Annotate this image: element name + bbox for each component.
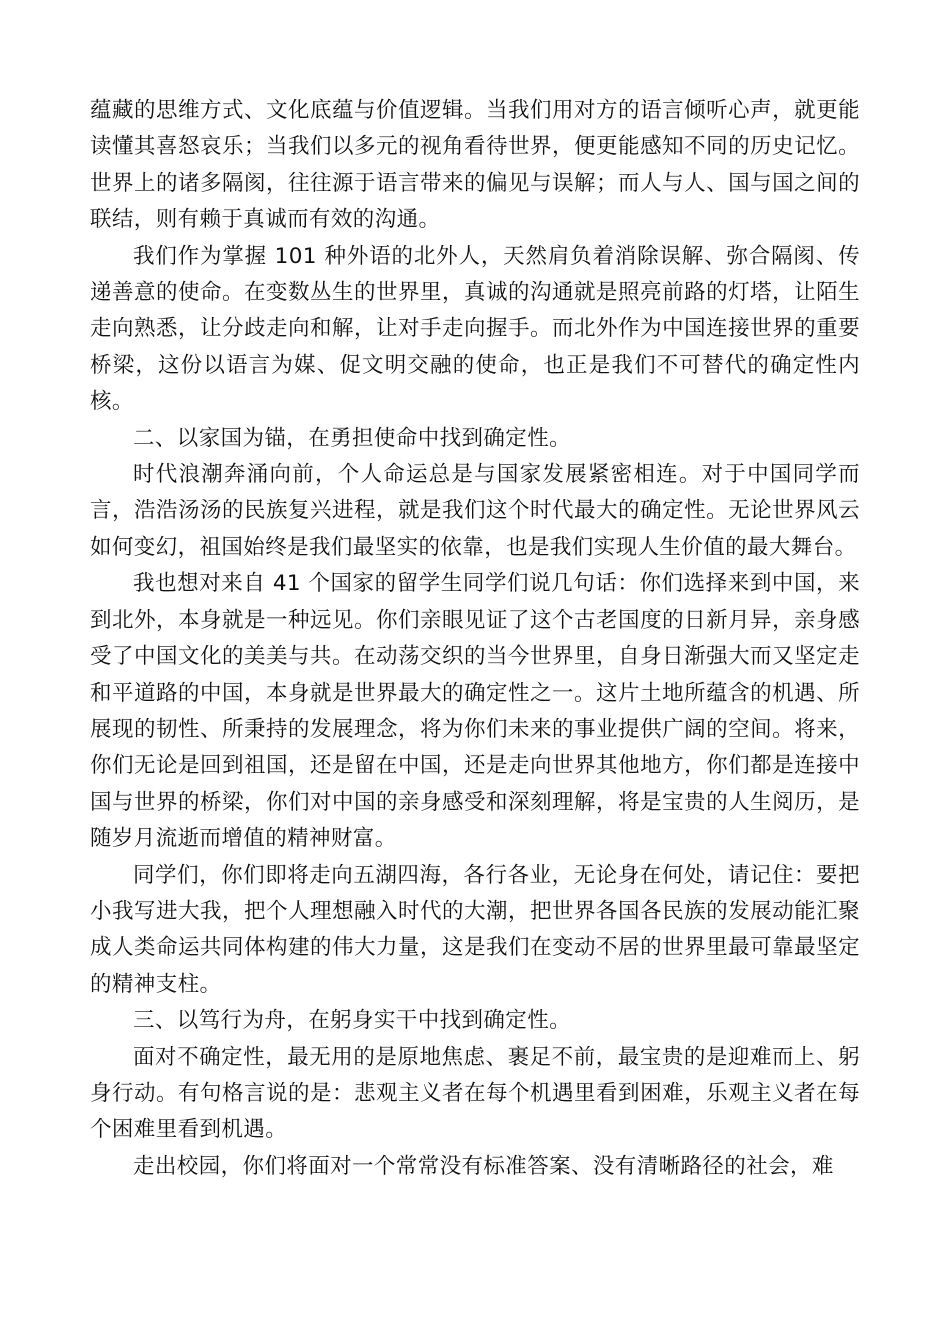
body-paragraph: 我也想对来自 41 个国家的留学生同学们说几句话：你们选择来到中国，来到北外，本身就是一种远见。你们亲眼见证了这个古老国度的日新月异，亲身感受了中国文化的美美与共。在动荡交织的当今世界里，自身日渐强大而又坚定走和平道路的中国，本身就是世界最大的确定性之一。这片土地所蕴含的机遇、所展现的韧性、所秉持的发展理念，将为你们未来的事业提供广阔的空间。将来，你们无论是回到祖国，还是留在中国，还是走向世界其他地方，你们都是连接中国与世界的桥梁，你们对中国的亲身感受和深刻理解，将是宝贵的人生阅历，是随岁月流逝而增值的精神财富。 <box>90 571 860 852</box>
document-page <box>90 93 860 1185</box>
body-paragraph: 时代浪潮奔涌向前，个人命运总是与国家发展紧密相连。对于中国同学而言，浩浩汤汤的民族复兴进程，就是我们这个时代最大的确定性。无论世界风云如何变幻，祖国始终是我们最坚实的依靠，也是我们实现人生价值的最大舞台。 <box>90 462 860 560</box>
section-heading: 三、以笃行为舟，在躬身实干中找到确定性。 <box>133 1008 572 1034</box>
body-paragraph: 走出校园，你们将面对一个常常没有标准答案、没有清晰路径的社会，难 <box>133 1153 834 1179</box>
body-paragraph: 同学们，你们即将走向五湖四海，各行各业，无论身在何处，请记住：要把小我写进大我，把个人理想融入时代的大潮，把世界各国各民族的发展动能汇聚成人类命运共同体构建的伟大力量，这是我们在变动不居的世界里最可靠最坚定的精神支柱。 <box>90 862 860 997</box>
body-paragraph: 我们作为掌握 101 种外语的北外人，天然肩负着消除误解、弥合隔阂、传递善意的使命。在变数丛生的世界里，真诚的沟通就是照亮前路的灯塔，让陌生走向熟悉，让分歧走向和解，让对手走向握手。而北外作为中国连接世界的重要桥梁，这份以语言为媒、促文明交融的使命，也正是我们不可替代的确定性内核。 <box>90 243 860 415</box>
body-paragraph-continued: 蕴藏的思维方式、文化底蕴与价值逻辑。当我们用对方的语言倾听心声，就更能读懂其喜怒哀乐；当我们以多元的视角看待世界，便更能感知不同的历史记忆。世界上的诸多隔阂，往往源于语言带来的偏见与误解；而人与人、国与国之间的联结，则有赖于真诚而有效的沟通。 <box>90 98 860 233</box>
section-heading: 二、以家国为锚，在勇担使命中找到确定性。 <box>133 425 572 451</box>
body-paragraph: 面对不确定性，最无用的是原地焦虑、裹足不前，最宝贵的是迎难而上、躬身行动。有句格言说的是：悲观主义者在每个机遇里看到困难，乐观主义者在每个困难里看到机遇。 <box>90 1044 860 1143</box>
